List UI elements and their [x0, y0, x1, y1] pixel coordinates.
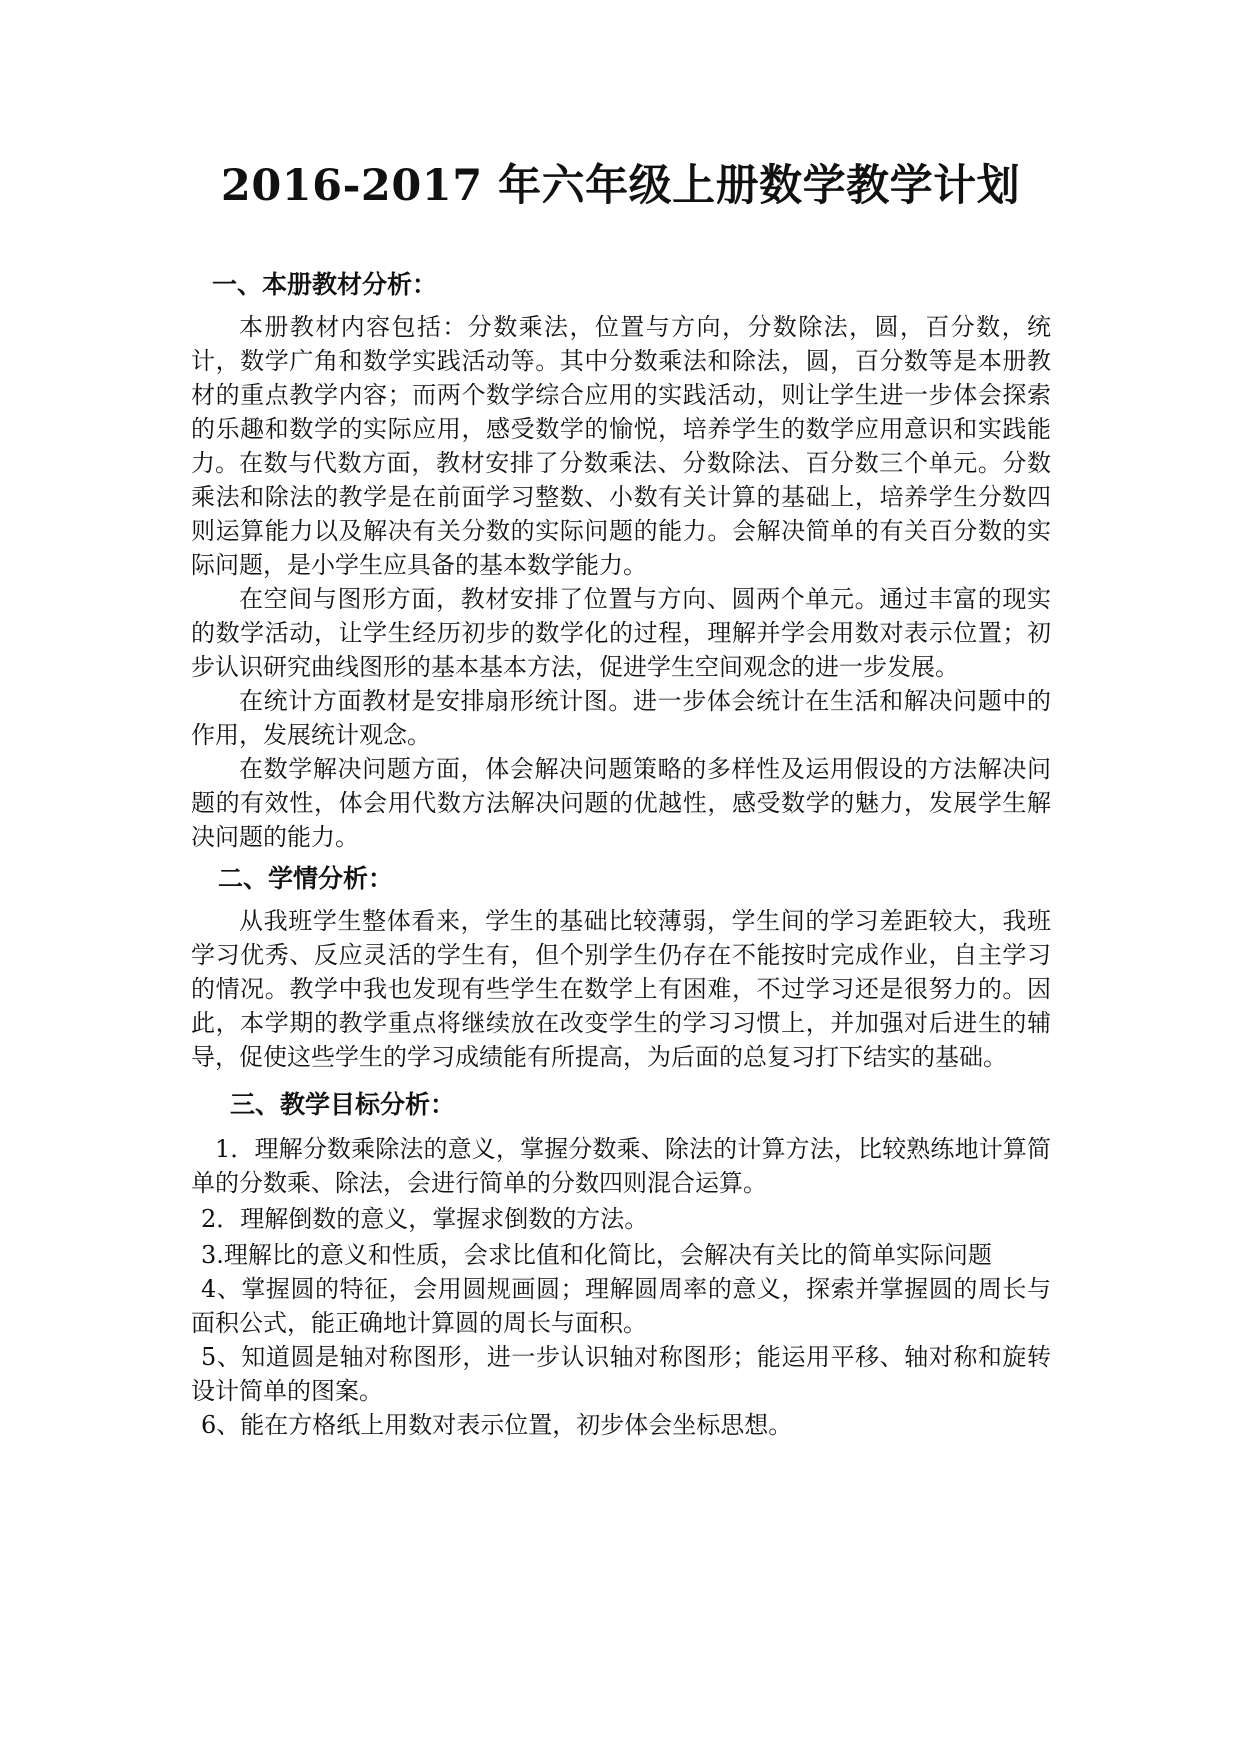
paragraph-textbook-content: 本册教材内容包括：分数乘法，位置与方向，分数除法，圆，百分数，统计，数学广角和数学实践活动等。其中分数乘法和除法，圆，百分数等是本册教材的重点教学内容；而两个数学综合应用的实践活动，则让学生进一步体会探索的乐趣和数学的实际应用，感受数学的愉悦，培养学生的数学应用意识和实践能力。 — [191, 313, 1051, 477]
section-heading-teaching-goals: 三、教学目标分析： — [230, 1090, 456, 1119]
goal-item-6: 6、能在方格纸上用数对表示位置，初步体会坐标思想。 — [201, 1411, 793, 1439]
paragraph-space-geometry: 在空间与图形方面，教材安排了位置与方向、圆两个单元。通过丰富的现实的数学活动，让学生经历初步的数学化的过程，理解并学会用数对表示位置；初步认识研究曲线图形的基本基本方法，促进学生空间观念的进一步发展。 — [191, 585, 1051, 681]
paragraph-statistics: 在统计方面教材是安排扇形统计图。进一步体会统计在生活和解决问题中的作用，发展统计观念。 — [191, 687, 1051, 749]
paragraph-number-algebra: 在数与代数方面，教材安排了分数乘法、分数除法、百分数三个单元。分数乘法和除法的教学是在前面学习整数、小数有关计算的基础上，培养学生分数四则运算能力以及解决有关分数的实际问题的能力。会解决简单的有关百分数的实际问题，是小学生应具备的基本数学能力。 — [191, 449, 1051, 579]
goal-item-2: 2．理解倒数的意义，掌握求倒数的方法。 — [201, 1205, 649, 1233]
goal-item-1: 1．理解分数乘除法的意义，掌握分数乘、除法的计算方法，比较熟练地计算简单的分数乘、除法，会进行简单的分数四则混合运算。 — [191, 1135, 1051, 1197]
section-heading-textbook-analysis: 一、本册教材分析： — [212, 270, 438, 299]
document-title: 2016-2017 年六年级上册数学教学计划 — [220, 161, 1021, 211]
goal-item-5: 5、知道圆是轴对称图形，进一步认识轴对称图形；能运用平移、轴对称和旋转设计简单的图案。 — [191, 1343, 1051, 1405]
paragraph-student-situation: 从我班学生整体看来，学生的基础比较薄弱，学生间的学习差距较大，我班学习优秀、反应灵活的学生有，但个别学生仍存在不能按时完成作业，自主学习的情况。教学中我也发现有些学生在数学上有困难，不过学习还是很努力的。因此，本学期的教学重点将继续放在改变学生的学习习惯上，并加强对后进生的辅导，促使这些学生的学习成绩能有所提高，为后面的总复习打下结实的基础。 — [191, 907, 1051, 1071]
goal-item-3: 3.理解比的意义和性质，会求比值和化简比，会解决有关比的简单实际问题 — [201, 1241, 992, 1269]
goal-item-4: 4、掌握圆的特征，会用圆规画圆；理解圆周率的意义，探索并掌握圆的周长与面积公式，能正确地计算圆的周长与面积。 — [191, 1275, 1051, 1337]
section-heading-student-analysis: 二、学情分析： — [218, 864, 394, 893]
paragraph-problem-solving: 在数学解决问题方面，体会解决问题策略的多样性及运用假设的方法解决问题的有效性，体会用代数方法解决问题的优越性，感受数学的魅力，发展学生解决问题的能力。 — [191, 755, 1051, 851]
